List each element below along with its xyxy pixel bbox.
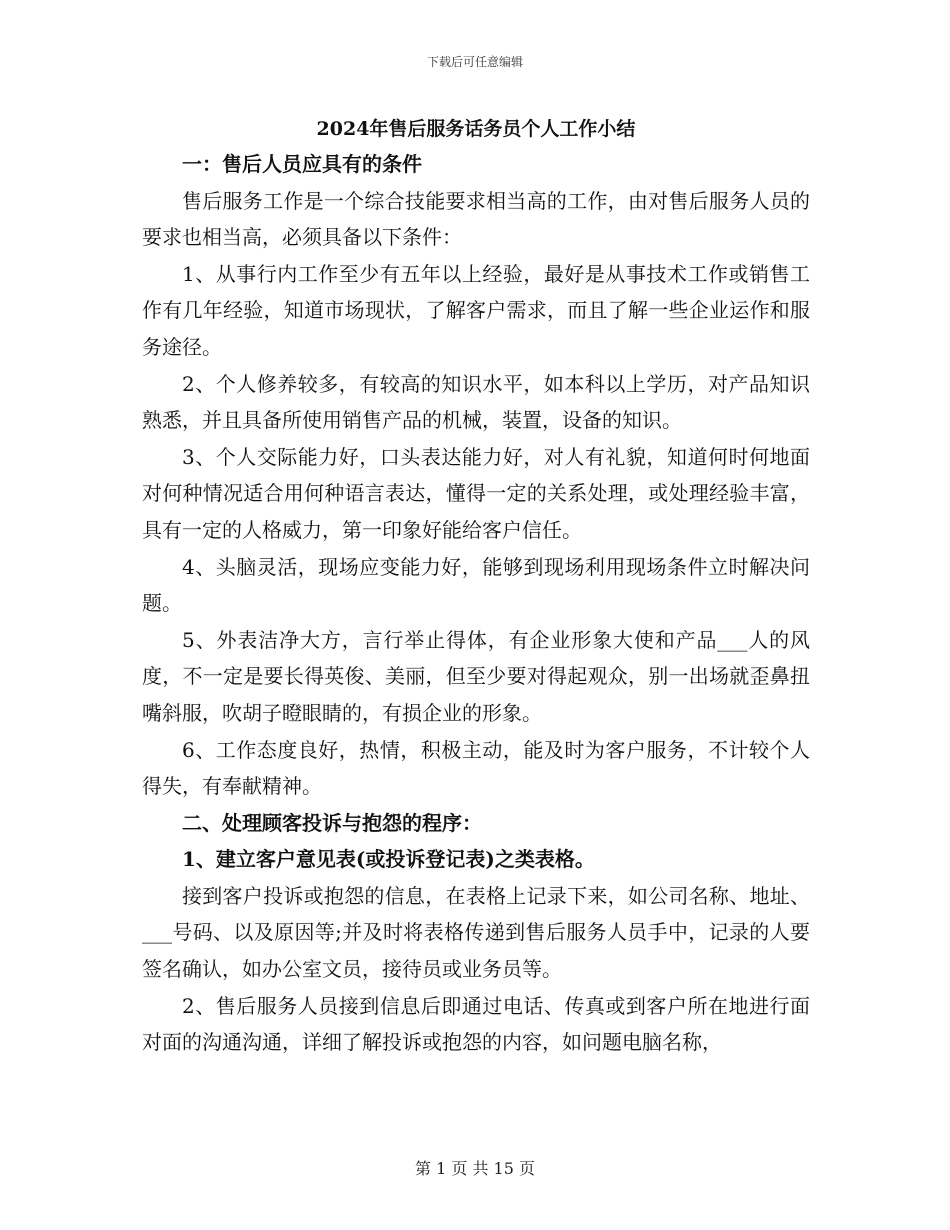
body-paragraph: 4、头脑灵活，现场应变能力好，能够到现场利用现场条件立时解决问题。	[142, 554, 810, 616]
document-title: 2024年售后服务话务员个人工作小结	[316, 118, 636, 140]
document-body	[142, 112, 810, 1061]
body-paragraph: 1、从事行内工作至少有五年以上经验，最好是从事技术工作或销售工作有几年经验，知道市场现状，了解客户需求，而且了解一些企业运作和服务途径。	[142, 261, 810, 359]
body-paragraph: 2、个人修养较多，有较高的知识水平，如本科以上学历，对产品知识熟悉，并且具备所使用销售产品的机械，装置，设备的知识。	[142, 371, 810, 433]
body-paragraph: 3、个人交际能力好，口头表达能力好，对人有礼貌，知道何时何地面对何种情况适合用何种语言表达，懂得一定的关系处理，或处理经验丰富，具有一定的人格威力，第一印象好能给客户信任。	[142, 444, 810, 542]
section-heading: 一：售后人员应具有的条件	[182, 152, 422, 176]
paragraph-list	[142, 146, 810, 1061]
page-footer: 第 1 页 共 15 页	[415, 1159, 535, 1178]
section-heading: 二、处理顾客投诉与抱怨的程序：	[182, 810, 482, 835]
body-paragraph: 5、外表洁净大方，言行举止得体，有企业形象大使和产品___人的风度，不一定是要长得英俊、美丽，但至少要对得起观众，别一出场就歪鼻扭嘴斜服，吹胡子瞪眼睛的，有损企业的形象。	[142, 627, 810, 725]
body-paragraph: 接到客户投诉或抱怨的信息，在表格上记录下来，如公司名称、地址、___号码、以及原因等;并及时将表格传递到售后服务人员手中，记录的人要签名确认，如办公室文员，接待员或业务员等。	[142, 883, 810, 982]
body-paragraph: 售后服务工作是一个综合技能要求相当高的工作，由对售后服务人员的要求也相当高，必须具备以下条件：	[142, 188, 810, 250]
body-paragraph: 2、售后服务人员接到信息后即通过电话、传真或到客户所在地进行面对面的沟通沟通，详细了解投诉或抱怨的内容，如问题电脑名称，	[142, 993, 810, 1055]
body-paragraph: 6、工作态度良好，热情，积极主动，能及时为客户服务，不计较个人得失，有奉献精神。	[142, 737, 810, 799]
header-note: 下载后可任意编辑	[426, 55, 523, 69]
section-heading: 1、建立客户意见表(或投诉登记表)之类表格。	[182, 847, 595, 872]
